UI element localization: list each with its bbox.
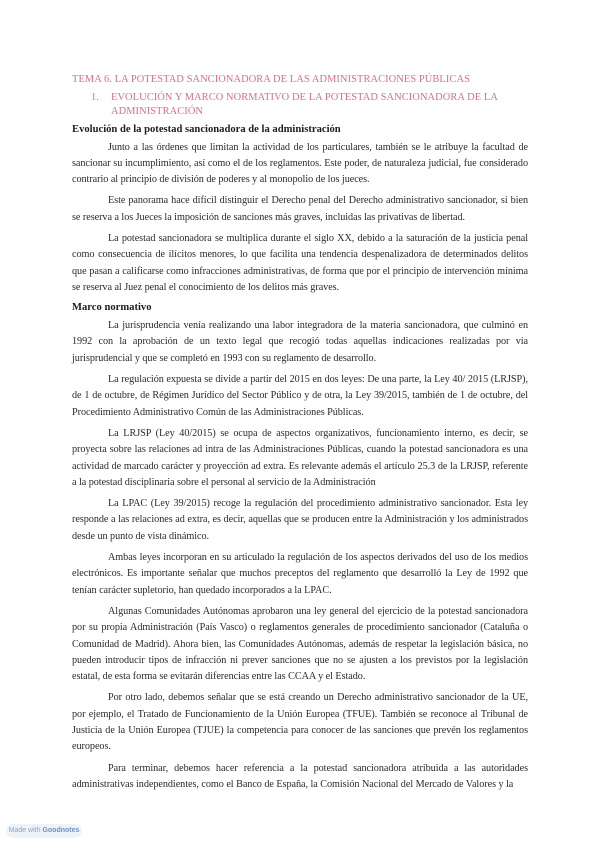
subsection-heading-marco: Marco normativo (72, 302, 152, 314)
watermark-prefix: Made with (8, 827, 41, 834)
section-title-line2: ADMINISTRACIÓN (111, 106, 204, 117)
watermark-brand: Goodnotes (42, 827, 80, 834)
section-title (72, 91, 528, 120)
paragraph: La jurisprudencia venía realizando una labor integradora de la materia sancionadora, que culminó en 1992 con la aprobación de un texto legal que recogió todas aquellas indicaciones realizadas por vía jurisprudencial y que se completó en 1993 con su reglamento de desarrollo. (72, 320, 528, 364)
document-page (72, 66, 528, 798)
paragraph: La LRJSP (Ley 40/2015) se ocupa de aspectos organizativos, funcionamiento interno, es decir, se proyecta sobre las relaciones ad intra de las Administraciones Públicas, cuando la potestad sancionadora es una actividad de marcado carácter y proyección ad extra. Es relevante además el artículo 25.3 de la LRJSP, referente a la potestad disciplinaria sobre el personal al servicio de la Administración (72, 427, 528, 488)
paragraph: La LPAC (Ley 39/2015) recoge la regulación del procedimiento administrativo sancionador. Esta ley responde a las relaciones ad extra, es decir, aquellas que se producen entre la Administración y los administrados desde un punto de vista dinámico. (72, 498, 528, 542)
paragraph: Ambas leyes incorporan en su articulado la regulación de los aspectos derivados del uso de los medios electrónicos. Es importante señalar que muchos preceptos del reglamento que desarrolló la Ley de 1992 que tenían carácter supletorio, han quedado incorporados a la LPAC. (72, 552, 528, 596)
subsection-heading-evolucion: Evolución de la potestad sancionadora de la administración (72, 123, 341, 135)
goodnotes-watermark (6, 824, 82, 838)
paragraph: Junto a las órdenes que limitan la actividad de los particulares, también se le atribuye la facultad de sancionar su incumplimiento, así como el de los reglamentos. Este poder, de naturaleza judicial, fue considerado contrario al principio de división de poderes y al monopolio de los jueces. (72, 141, 528, 186)
paragraph: Para terminar, debemos hacer referencia a la potestad sancionadora atribuida a las autoridades administrativas independientes, como el Banco de España, la Comisión Nacional del Mercado de Valores y la (72, 762, 528, 790)
section-number: 1. (91, 91, 99, 103)
document-title: TEMA 6. LA POTESTAD SANCIONADORA DE LAS ADMINISTRACIONES PÚBLICAS (72, 74, 470, 85)
paragraph: Algunas Comunidades Autónomas aprobaron una ley general del ejercicio de la potestad sancionadora por su propia Administración (País Vasco) o reglamentos generales de procedimiento sancionador (Cataluña o Comunidad de Madrid). Ahora bien, las Comunidades Autónomas, además de respetar la legislación básica, no pueden introducir tipos de infracción ni prever sanciones que no se ajusten a los previstos por la legislación estatal, de esta forma se evitarán diferencias entre las CCAA y el Estado. (72, 605, 528, 683)
paragraph: La potestad sancionadora se multiplica durante el siglo XX, debido a la saturación de la justicia penal como consecuencia de ilícitos menores, lo que facilita una tendencia despenalizadora de determinados delitos que pasan a calificarse como infracciones administrativas, de forma que por el principio de intervención mínima se reserva al Juez penal el conocimiento de los delitos más graves. (72, 232, 528, 293)
paragraph: Este panorama hace difícil distinguir el Derecho penal del Derecho administrativo sancionador, si bien se reserva a los Jueces la imposición de sanciones más graves, incluidas las privativas de libertad. (72, 195, 528, 223)
paragraph: Por otro lado, debemos señalar que se está creando un Derecho administrativo sancionador de la UE, por ejemplo, el Tratado de Funcionamiento de la Unión Europea (TFUE). También se reconoce al Tribunal de Justicia de la Unión Europea (TJUE) la competencia para conocer de las sanciones que prevén los reglamentos europeos. (72, 692, 528, 753)
paragraph: La regulación expuesta se divide a partir del 2015 en dos leyes: De una parte, la Ley 40/ 2015 (LRJSP), de 1 de octubre, de Régimen Jurídico del Sector Público y de otra, la Ley 39/2015, también de 1 de octubre, del Procedimiento Administrativo Común de las Administraciones Públicas. (72, 374, 528, 418)
section-title-line1: EVOLUCIÓN Y MARCO NORMATIVO DE LA POTESTAD SANCIONADORA DE LA (111, 91, 498, 103)
